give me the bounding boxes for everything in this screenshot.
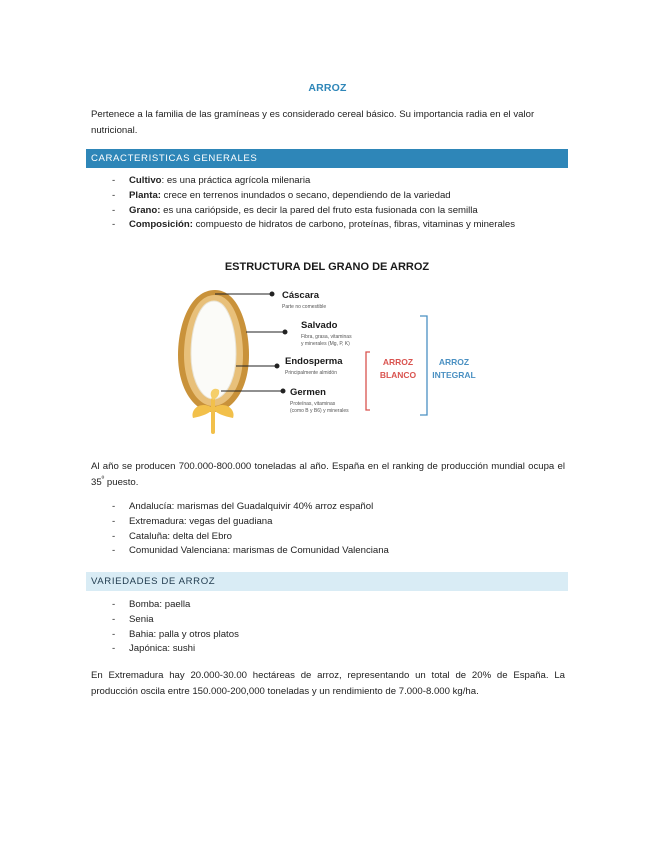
varieties-list [112,598,239,657]
section-heading-general: CARACTERISTICAS GENERALES [86,149,568,168]
label-arroz-blanco: BLANCO [379,370,417,380]
bracket-integral [420,316,427,415]
diagram-title: ESTRUCTURA DEL GRANO DE ARROZ [224,261,430,273]
part-label-germen: Germen [290,387,326,398]
grain-illustration [178,290,249,432]
list-item: - Andalucía: marismas del Guadalquivir 40% arroz español [112,500,389,515]
closing-paragraph: En Extremadura hay 20.000-30.00 hectáreas de arroz, representando un total de 20% de España. La producción oscila entre 150.000-200,000 toneladas y un rendimiento de 7.000-8.000 kg/ha. [91,670,565,697]
part-desc-cascara: Parte no comestible [282,304,327,310]
regions-list [112,500,389,559]
list-item: - Extremadura: vegas del guadiana [112,515,389,530]
label-arroz-blanco: ARROZ [382,357,414,367]
part-label-endosperma: Endosperma [285,356,343,367]
part-label-salvado: Salvado [301,320,338,331]
list-item: - Cataluña: delta del Ebro [112,530,389,545]
list-item: - Composición: compuesto de hidratos de carbono, proteínas, fibras, vitaminas y minerales [112,218,515,233]
general-characteristics-list [112,174,515,233]
list-item: - Bahia: palla y otros platos [112,628,239,643]
list-item: - Planta: crece en terrenos inundados o secano, dependiendo de la variedad [112,189,515,204]
part-desc-salvado: y minerales (Mg, P, K) [301,341,350,347]
label-arroz-integral: ARROZ [438,357,470,367]
label-arroz-integral: INTEGRAL [432,370,476,380]
part-desc-germen: (como B y B6) y minerales [290,408,349,414]
list-item: - Japónica: sushi [112,642,239,657]
bracket-blanco [366,352,370,410]
list-item: - Bomba: paella [112,598,239,613]
list-item: - Senia [112,613,239,628]
part-desc-germen: Proteínas, vitaminas [290,401,336,407]
production-paragraph: Al año se producen 700.000-800.000 toneladas al año. España en el ranking de producción mundial ocupa el $35^º$ puesto. [91,461,565,488]
list-item: - Cultivo: es una práctica agrícola milenaria [112,174,515,189]
intro-paragraph: Pertenece a la familia de las gramíneas y es considerado cereal básico. Su importancia radia en el valor nutricional. [91,109,535,136]
section-heading-varieties: VARIEDADES DE ARROZ [86,572,568,591]
list-item: - Grano: es una cariópside, es decir la pared del fruto esta fusionada con la semilla [112,204,515,219]
part-label-cascara: Cáscara [282,290,319,301]
page-title: ARROZ [308,82,347,94]
list-item: - Comunidad Valenciana: marismas de Comunidad Valenciana [112,544,389,559]
part-desc-salvado: Fibra, grasa, vitaminas [301,334,352,340]
rice-grain-diagram [0,250,655,440]
part-desc-endosperma: Principalmente almidón [285,370,337,376]
